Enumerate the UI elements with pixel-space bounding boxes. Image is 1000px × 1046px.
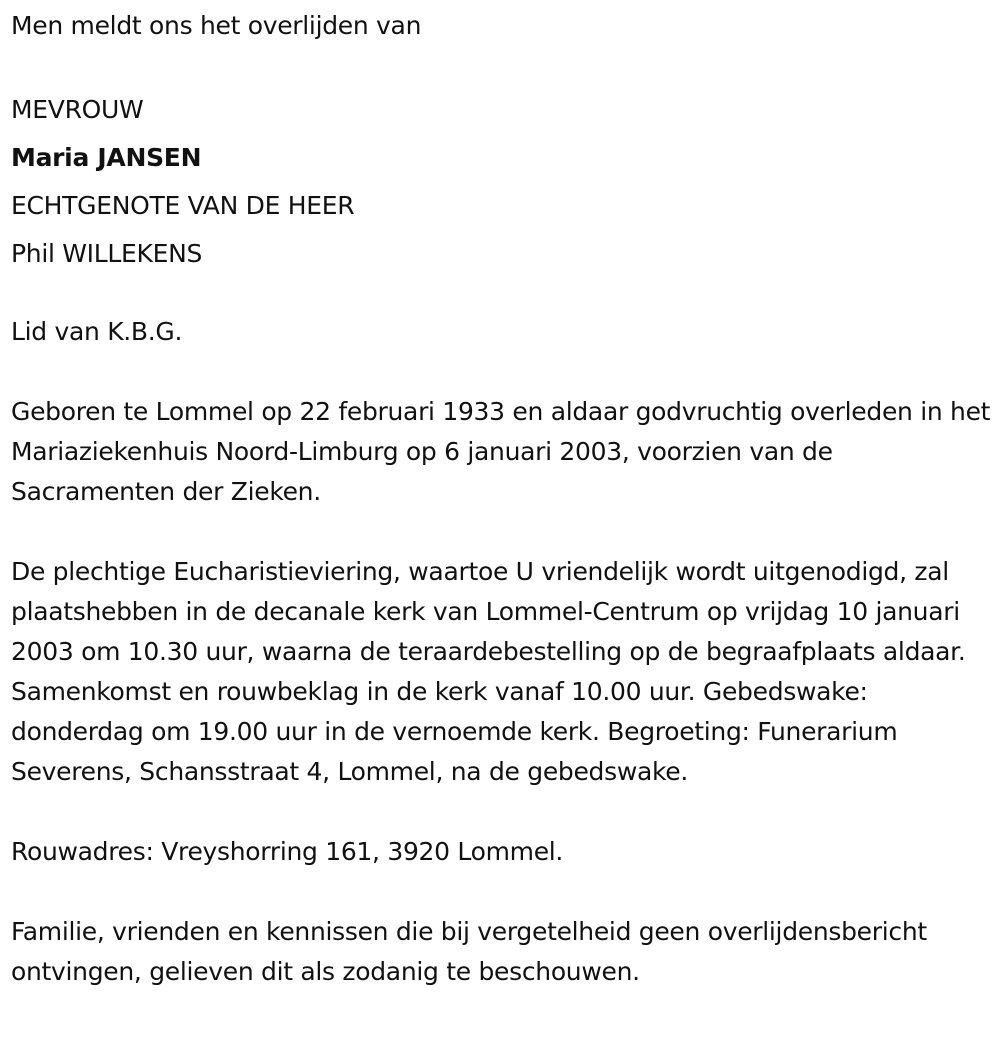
name-block (11, 86, 995, 278)
membership-line: Lid van K.B.G. (11, 317, 183, 346)
relation-line: ECHTGENOTE VAN DE HEER (11, 191, 355, 220)
obituary-notice (11, 6, 995, 992)
intro-line: Men meldt ons het overlijden van (11, 11, 422, 40)
ceremony-paragraph: De plechtige Eucharistieviering, waartoe U vriendelijk wordt uitgenodigd, zal plaatshebben in de decanale kerk van Lommel-Centrum op vrijdag 10 januari 2003 om 10.30 uur, waarna de teraardebestelling op de begraafplaats aldaar. Samenkomst en rouwbeklag in de kerk vanaf 10.00 uur. Gebedswake: donderdag om 19.00 uur in de vernoemde kerk. Begroeting: Funerarium Severens, Schansstraat 4, Lommel, na de gebedswake. (11, 557, 966, 786)
spouse-name: Phil WILLEKENS (11, 239, 203, 268)
honorific: MEVROUW (11, 95, 144, 124)
mourning-address: Rouwadres: Vreyshorring 161, 3920 Lommel. (11, 837, 564, 866)
deceased-name: Maria JANSEN (11, 143, 202, 172)
birth-death-paragraph: Geboren te Lommel op 22 februari 1933 en aldaar godvruchtig overleden in het Mariaziekenhuis Noord-Limburg op 6 januari 2003, voorzien van de Sacramenten der Zieken. (11, 397, 991, 506)
closing-paragraph: Familie, vrienden en kennissen die bij vergetelheid geen overlijdensbericht ontvingen, gelieven dit als zodanig te beschouwen. (11, 917, 927, 986)
